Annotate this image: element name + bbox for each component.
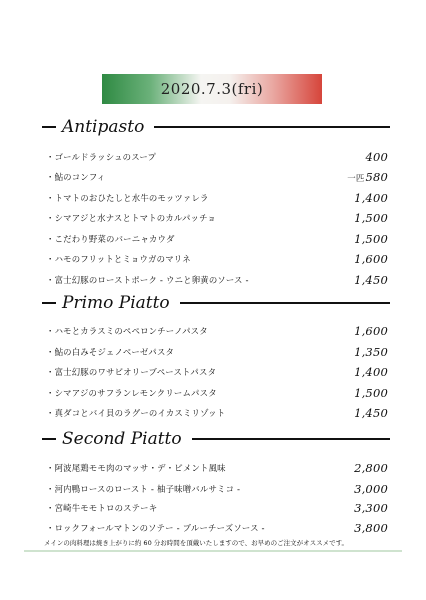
section-title: Antipasto (62, 117, 145, 137)
item-name: ・河内鴨ロースのロースト - 柚子味噌バルサミコ - (46, 484, 241, 494)
menu-item (46, 169, 388, 185)
item-name: ・ハモのフリットとミョウガのマリネ (46, 254, 191, 264)
section-rule (192, 438, 390, 440)
item-price: 1,450 (354, 273, 388, 287)
menu-item (46, 481, 388, 497)
item-price: 3,000 (354, 482, 388, 496)
item-price: 1,500 (354, 232, 388, 246)
menu-item (46, 344, 388, 360)
item-name: ・ゴールドラッシュのスープ (46, 152, 157, 162)
item-price-wrap (353, 482, 388, 496)
item-price: 1,450 (354, 406, 388, 420)
item-price-wrap (353, 191, 388, 205)
item-name: ・ハモとカラスミのペペロンチーノパスタ (46, 326, 208, 336)
item-name: ・トマトのおひたしと水牛のモッツァレラ (46, 193, 209, 203)
item-price: 1,600 (354, 324, 388, 338)
item-price-wrap (353, 365, 388, 379)
item-price: 3,800 (354, 521, 388, 535)
section-dash (42, 302, 56, 304)
item-price: 1,400 (354, 191, 388, 205)
menu-item (46, 190, 388, 206)
menu-item (46, 251, 388, 267)
item-name: ・シマアジのサフランレモンクリームパスタ (46, 388, 217, 398)
item-price-wrap (353, 406, 388, 420)
menu-item (46, 500, 388, 516)
section-header-antipasto (42, 117, 390, 137)
item-price-wrap (364, 150, 388, 164)
item-price-wrap (353, 345, 388, 359)
item-price-wrap (347, 170, 388, 184)
section-rule (180, 302, 390, 304)
item-price-wrap (353, 232, 388, 246)
item-name: ・鮎のコンフィ (46, 172, 106, 182)
item-price: 3,300 (354, 501, 388, 515)
date-text: 2020.7.3(fri) (160, 80, 264, 98)
item-price-prefix: 一匹 (347, 173, 365, 183)
item-price: 1,500 (354, 386, 388, 400)
item-name: ・真ダコとバイ貝のラグーのイカスミリゾット (46, 408, 226, 418)
item-name: ・富士幻豚のワサビオリーブペーストパスタ (46, 367, 217, 377)
item-price-wrap (353, 252, 388, 266)
section-header-second-piatto (42, 429, 390, 449)
menu-item (46, 149, 388, 165)
item-price: 1,600 (354, 252, 388, 266)
section-title: Primo Piatto (62, 293, 170, 313)
section-dash (42, 126, 56, 128)
item-name: ・富士幻豚のローストポーク - ウニと卵黄のソース - (46, 275, 249, 285)
section-title: Second Piatto (62, 429, 182, 449)
item-name: ・ロックフォールマトンのソテー - ブルーチーズソース - (46, 523, 265, 533)
menu-item (46, 385, 388, 401)
item-name: ・宮崎牛モモトロのステーキ (46, 503, 158, 513)
item-price: 400 (365, 150, 388, 164)
item-price: 2,800 (354, 461, 388, 475)
bottom-divider (24, 550, 402, 552)
menu-item (46, 520, 388, 536)
item-price-wrap (353, 461, 388, 475)
date-banner (102, 74, 322, 104)
item-price-wrap (353, 273, 388, 287)
section-rule (154, 126, 390, 128)
menu-item (46, 272, 388, 288)
footer-note: メインの肉料理は焼き上がりに約 60 分お時間を頂戴いたしますので、お早めのご注文がオススメです。 (44, 539, 349, 547)
menu-item (46, 210, 388, 226)
item-name: ・シマアジと水ナスとトマトのカルパッチョ (46, 213, 216, 223)
item-name: ・鮎の白みそジェノベーゼパスタ (46, 347, 175, 357)
item-price: 1,400 (354, 365, 388, 379)
section-dash (42, 438, 56, 440)
item-price-wrap (353, 386, 388, 400)
item-price: 580 (365, 170, 388, 184)
menu-item (46, 405, 388, 421)
menu-item (46, 323, 388, 339)
section-header-primo-piatto (42, 293, 390, 313)
menu-item (46, 460, 388, 476)
item-price-wrap (353, 521, 388, 535)
item-price: 1,350 (354, 345, 388, 359)
item-price: 1,500 (354, 211, 388, 225)
item-name: ・こだわり野菜のバーニャカウダ (46, 234, 175, 244)
item-price-wrap (353, 211, 388, 225)
item-price-wrap (353, 501, 388, 515)
menu-item (46, 364, 388, 380)
item-price-wrap (353, 324, 388, 338)
item-name: ・阿波尾鶏モモ肉のマッサ・デ・ピメント風味 (46, 463, 226, 473)
menu-item (46, 231, 388, 247)
